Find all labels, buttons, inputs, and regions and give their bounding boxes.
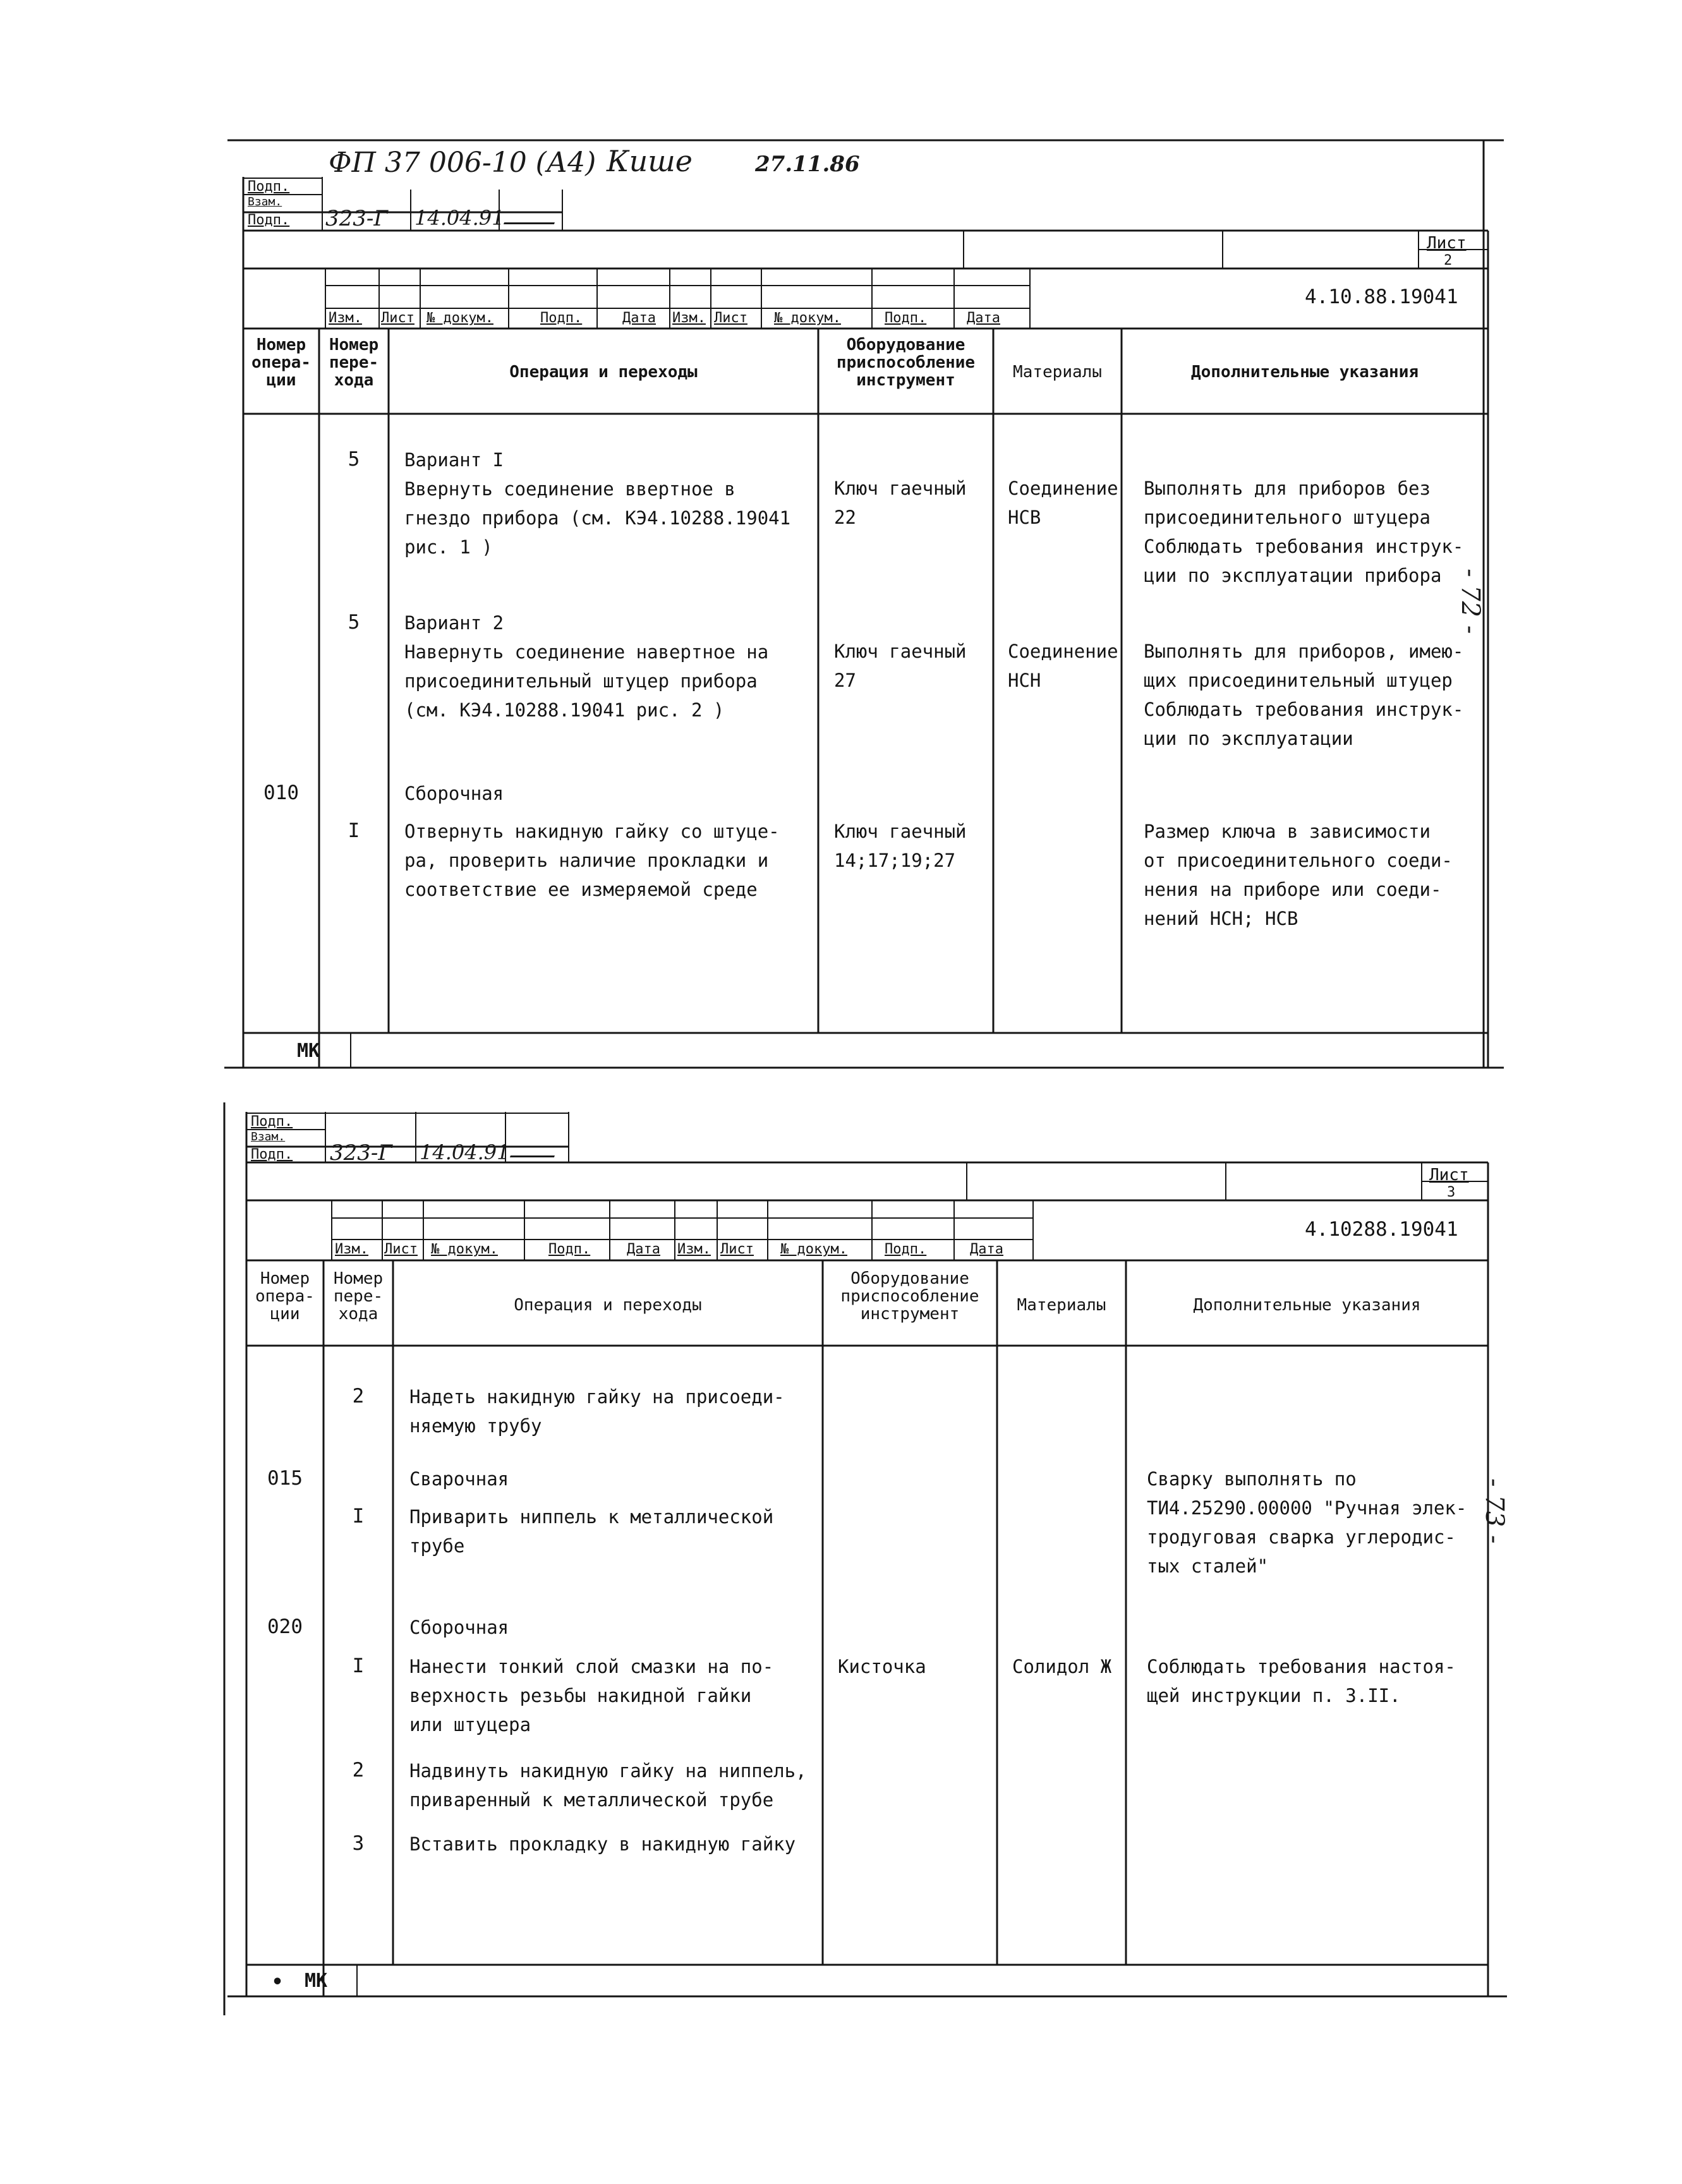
handwritten-date: 27.11.86 <box>755 152 860 177</box>
rev-label-sheet-2: Лист <box>714 310 747 326</box>
op-number: 015 <box>267 1467 303 1490</box>
rev-label-sign-2: Подп. <box>885 310 927 326</box>
operation-text: Надвинуть накидную гайку на ниппель, приваренный к металлической трубе <box>409 1760 807 1811</box>
doc-code: 4.10.88.19041 <box>1305 286 1458 308</box>
rev-label-change-2: Изм. <box>672 310 706 326</box>
rev-label-doc: № докум. <box>427 310 493 326</box>
step-number: 5 <box>348 448 360 471</box>
col-header-materials: Материалы <box>1013 363 1102 382</box>
rev-label-sheet-2: Лист <box>720 1241 754 1257</box>
step-number: 3 <box>352 1832 365 1855</box>
mk-label: МК <box>305 1970 328 1992</box>
col-header-equipment: Оборудование приспособление инструмент <box>840 1269 979 1324</box>
doc-code: 4.10288.19041 <box>1305 1218 1458 1241</box>
equipment-text: Ключ гаечный 22 <box>834 478 967 528</box>
col-header-equipment: Оборудование приспособление инструмент <box>836 335 976 390</box>
rev-label-change: Изм. <box>329 310 362 326</box>
note-text: Размер ключа в зависимости от присоединительного соеди- нения на приборе или соеди- нений НСН; НСВ <box>1144 821 1453 929</box>
stamp-label-replace: Взам. <box>251 1130 286 1143</box>
step-number: 2 <box>352 1385 365 1408</box>
bullet-dot: • <box>272 1971 284 1993</box>
stamp-label-replace: Взам. <box>248 195 282 208</box>
col-header-op: Номер опера- ции <box>255 1269 315 1324</box>
stamp-label-sign: Подп. <box>251 1114 293 1130</box>
rev-label-doc-2: № докум. <box>774 310 841 326</box>
rev-label-sign: Подп. <box>548 1241 591 1257</box>
step-number: 2 <box>352 1759 365 1782</box>
mk-label: МК <box>297 1040 320 1062</box>
rev-label-date-2: Дата <box>967 310 1000 326</box>
margin-page-note: - 73 - <box>1480 1478 1509 1544</box>
sheet-number: 2 <box>1444 253 1453 268</box>
stamp-label-sign-2: Подп. <box>248 212 290 228</box>
operation-text: Вариант 2 Навернуть соединение навертное на присоединительный штуцер прибора (см. КЭ4.10288.19041 рис. 2 ) <box>404 612 769 721</box>
operation-text: Нанести тонкий слой смазки на по- верхность резьбы накидной гайки или штуцера <box>409 1656 774 1735</box>
equipment-text: Ключ гаечный 14;17;19;27 <box>834 821 967 871</box>
operation-text: Приварить ниппель к металлической трубе <box>409 1506 774 1557</box>
col-header-step: Номер пере- хода <box>333 1269 384 1324</box>
note-text: Соблюдать требования настоя- щей инструкции п. 3.II. <box>1147 1656 1456 1706</box>
equipment-text: Ключ гаечный 27 <box>834 641 967 691</box>
note-text: Сварку выполнять по ТИ4.25290.00000 "Ручная элек- тродуговая сварка углеродис- тых сталей" <box>1147 1468 1467 1577</box>
stamp-value-number: 323-Г <box>325 206 388 231</box>
equipment-text: Кисточка <box>838 1656 926 1677</box>
operation-text: Надеть накидную гайку на присоеди- няемую трубу <box>409 1386 785 1437</box>
rev-label-sign: Подп. <box>540 310 583 326</box>
handwritten-signature: Кише <box>607 144 693 178</box>
operation-text: Сборочная <box>404 783 504 804</box>
stamp-value-date: 14.04.91 <box>414 206 505 230</box>
operation-text: Отвернуть накидную гайку со штуце- ра, проверить наличие прокладки и соответствие ее измеряемой среде <box>404 821 780 900</box>
op-number: 020 <box>267 1615 303 1638</box>
sheet-number: 3 <box>1447 1185 1456 1200</box>
col-header-op: Номер опера- ции <box>251 335 311 390</box>
col-header-materials: Материалы <box>1017 1296 1106 1315</box>
handwritten-code: ФП 37 006-10 (А4) <box>329 147 596 179</box>
step-number: 5 <box>348 611 360 634</box>
material-text: Соединение НСВ <box>1008 478 1118 528</box>
stamp-signature-mark <box>510 1147 558 1157</box>
rev-label-change-2: Изм. <box>677 1241 711 1257</box>
stamp-label-sign: Подп. <box>248 179 290 195</box>
step-number: I <box>352 1505 365 1528</box>
sheet-label: Лист <box>1427 234 1467 253</box>
stamp-label-sign-2: Подп. <box>251 1147 293 1162</box>
op-number: 010 <box>263 781 299 804</box>
stamp-value-number: 323-Г <box>330 1140 392 1166</box>
col-header-operation: Операция и переходы <box>509 363 698 382</box>
col-header-notes: Дополнительные указания <box>1193 1296 1421 1315</box>
operation-text: Сварочная <box>409 1468 509 1490</box>
rev-label-date: Дата <box>627 1241 660 1257</box>
step-number: I <box>348 819 360 842</box>
col-header-operation: Операция и переходы <box>514 1296 702 1315</box>
col-header-notes: Дополнительные указания <box>1190 363 1419 382</box>
note-text: Выполнять для приборов без присоединительного штуцера Соблюдать требования инструк- ции по эксплуатации прибора <box>1144 478 1464 586</box>
margin-page-note: - 72 - <box>1456 569 1485 634</box>
sheet-label: Лист <box>1429 1166 1469 1185</box>
rev-label-sheet: Лист <box>384 1241 418 1257</box>
material-text: Соединение НСН <box>1008 641 1118 691</box>
operation-text: Вставить прокладку в накидную гайку <box>409 1833 796 1855</box>
rev-label-sign-2: Подп. <box>885 1241 927 1257</box>
rev-label-change: Изм. <box>335 1241 368 1257</box>
rev-label-doc: № докум. <box>431 1241 498 1257</box>
rev-label-date: Дата <box>622 310 656 326</box>
rev-label-date-2: Дата <box>970 1241 1003 1257</box>
step-number: I <box>352 1655 365 1677</box>
stamp-value-date: 14.04.91 <box>420 1140 510 1164</box>
rev-label-doc-2: № докум. <box>780 1241 847 1257</box>
note-text: Выполнять для приборов, имею- щих присоединительный штуцер Соблюдать требования инструк- ции по эксплуатации <box>1144 641 1464 749</box>
operation-text: Вариант I Ввернуть соединение ввертное в гнездо прибора (см. КЭ4.10288.19041 рис. 1 ) <box>404 449 791 558</box>
material-text: Солидол Ж <box>1012 1656 1112 1677</box>
operation-text: Сборочная <box>409 1617 509 1638</box>
rev-label-sheet: Лист <box>381 310 414 326</box>
col-header-step: Номер пере- хода <box>329 335 379 390</box>
